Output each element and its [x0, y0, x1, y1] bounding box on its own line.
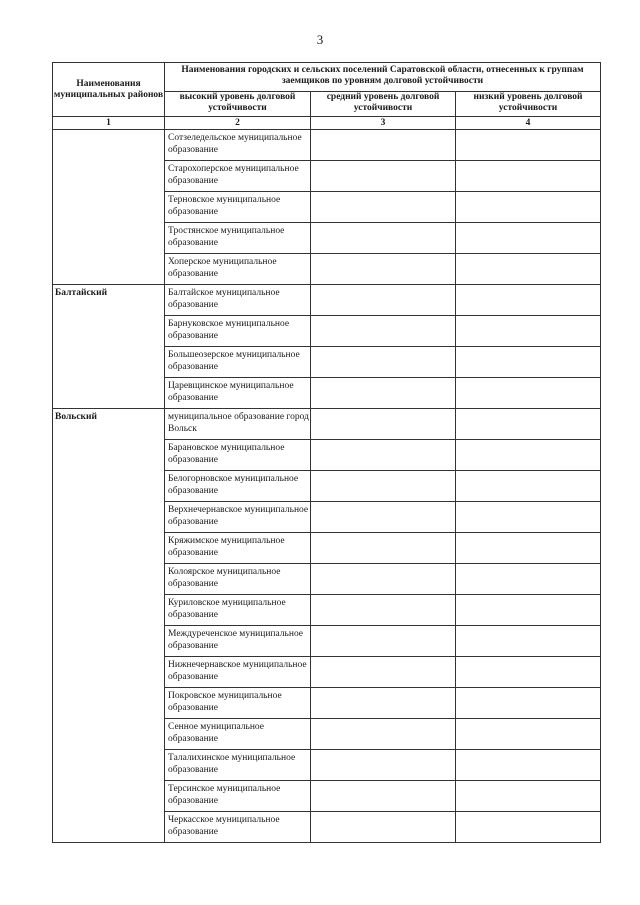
- district-name: Вольский: [53, 409, 165, 843]
- column-number: 3: [311, 117, 456, 130]
- settlement-name: Сенное муниципальное образование: [165, 719, 311, 750]
- header-medium: средний уровень долговой устойчивости: [311, 92, 456, 117]
- medium-level-cell: [311, 812, 456, 843]
- medium-level-cell: [311, 502, 456, 533]
- table-row: [53, 409, 601, 440]
- district-name: [53, 130, 165, 285]
- settlement-name: Кряжимское муниципальное образование: [165, 533, 311, 564]
- medium-level-cell: [311, 719, 456, 750]
- low-level-cell: [456, 564, 601, 595]
- low-level-cell: [456, 254, 601, 285]
- low-level-cell: [456, 781, 601, 812]
- medium-level-cell: [311, 595, 456, 626]
- settlement-name: Большеозерское муниципальное образование: [165, 347, 311, 378]
- low-level-cell: [456, 533, 601, 564]
- settlement-name: Междуреченское муниципальное образование: [165, 626, 311, 657]
- header-row: [53, 63, 601, 92]
- page-number: 3: [316, 32, 324, 47]
- borrower-groups-table: [52, 62, 601, 843]
- low-level-cell: [456, 626, 601, 657]
- medium-level-cell: [311, 471, 456, 502]
- medium-level-cell: [311, 316, 456, 347]
- medium-level-cell: [311, 192, 456, 223]
- low-level-cell: [456, 161, 601, 192]
- low-level-cell: [456, 471, 601, 502]
- low-level-cell: [456, 285, 601, 316]
- district-name: Балтайский: [53, 285, 165, 409]
- low-level-cell: [456, 409, 601, 440]
- medium-level-cell: [311, 223, 456, 254]
- low-level-cell: [456, 657, 601, 688]
- settlement-name: Балтайское муниципальное образование: [165, 285, 311, 316]
- settlement-name: Верхнечернавское муниципальное образование: [165, 502, 311, 533]
- low-level-cell: [456, 688, 601, 719]
- settlement-name: Царевщинское муниципальное образование: [165, 378, 311, 409]
- medium-level-cell: [311, 285, 456, 316]
- column-number: 2: [165, 117, 311, 130]
- settlement-name: Белогорновское муниципальное образование: [165, 471, 311, 502]
- low-level-cell: [456, 502, 601, 533]
- header-group: Наименования городских и сельских поселений Саратовской области, отнесенных к группам заемщиков по уровням долговой устойчивости: [165, 63, 601, 92]
- settlement-name: Барановское муниципальное образование: [165, 440, 311, 471]
- medium-level-cell: [311, 378, 456, 409]
- header-high: высокий уровень долговой устойчивости: [165, 92, 311, 117]
- low-level-cell: [456, 347, 601, 378]
- low-level-cell: [456, 719, 601, 750]
- table-row: [53, 130, 601, 161]
- header-low: низкий уровень долговой устойчивости: [456, 92, 601, 117]
- settlement-name: Барнуковское муниципальное образование: [165, 316, 311, 347]
- settlement-name: Черкасское муниципальное образование: [165, 812, 311, 843]
- medium-level-cell: [311, 657, 456, 688]
- medium-level-cell: [311, 688, 456, 719]
- low-level-cell: [456, 192, 601, 223]
- column-number: 1: [53, 117, 165, 130]
- header-districts: Наименования муниципальных районов: [53, 63, 165, 117]
- medium-level-cell: [311, 626, 456, 657]
- low-level-cell: [456, 223, 601, 254]
- medium-level-cell: [311, 564, 456, 595]
- settlement-name: Терновское муниципальное образование: [165, 192, 311, 223]
- settlement-name: Колоярское муниципальное образование: [165, 564, 311, 595]
- column-numbers-row: [53, 117, 601, 130]
- medium-level-cell: [311, 750, 456, 781]
- settlement-name: муниципальное образование город Вольск: [165, 409, 311, 440]
- low-level-cell: [456, 440, 601, 471]
- low-level-cell: [456, 378, 601, 409]
- medium-level-cell: [311, 781, 456, 812]
- medium-level-cell: [311, 409, 456, 440]
- low-level-cell: [456, 595, 601, 626]
- settlement-name: Хоперское муниципальное образование: [165, 254, 311, 285]
- settlement-name: Куриловское муниципальное образование: [165, 595, 311, 626]
- settlement-name: Нижнечернавское муниципальное образование: [165, 657, 311, 688]
- low-level-cell: [456, 316, 601, 347]
- low-level-cell: [456, 130, 601, 161]
- medium-level-cell: [311, 161, 456, 192]
- medium-level-cell: [311, 533, 456, 564]
- settlement-name: Покровское муниципальное образование: [165, 688, 311, 719]
- low-level-cell: [456, 812, 601, 843]
- settlement-name: Сотзеледельское муниципальное образование: [165, 130, 311, 161]
- settlement-name: Терсинское муниципальное образование: [165, 781, 311, 812]
- medium-level-cell: [311, 130, 456, 161]
- settlement-name: Талалихинское муниципальное образование: [165, 750, 311, 781]
- settlement-name: Тростянское муниципальное образование: [165, 223, 311, 254]
- table-row: [53, 285, 601, 316]
- column-number: 4: [456, 117, 601, 130]
- medium-level-cell: [311, 347, 456, 378]
- settlement-name: Старохоперское муниципальное образование: [165, 161, 311, 192]
- low-level-cell: [456, 750, 601, 781]
- medium-level-cell: [311, 440, 456, 471]
- medium-level-cell: [311, 254, 456, 285]
